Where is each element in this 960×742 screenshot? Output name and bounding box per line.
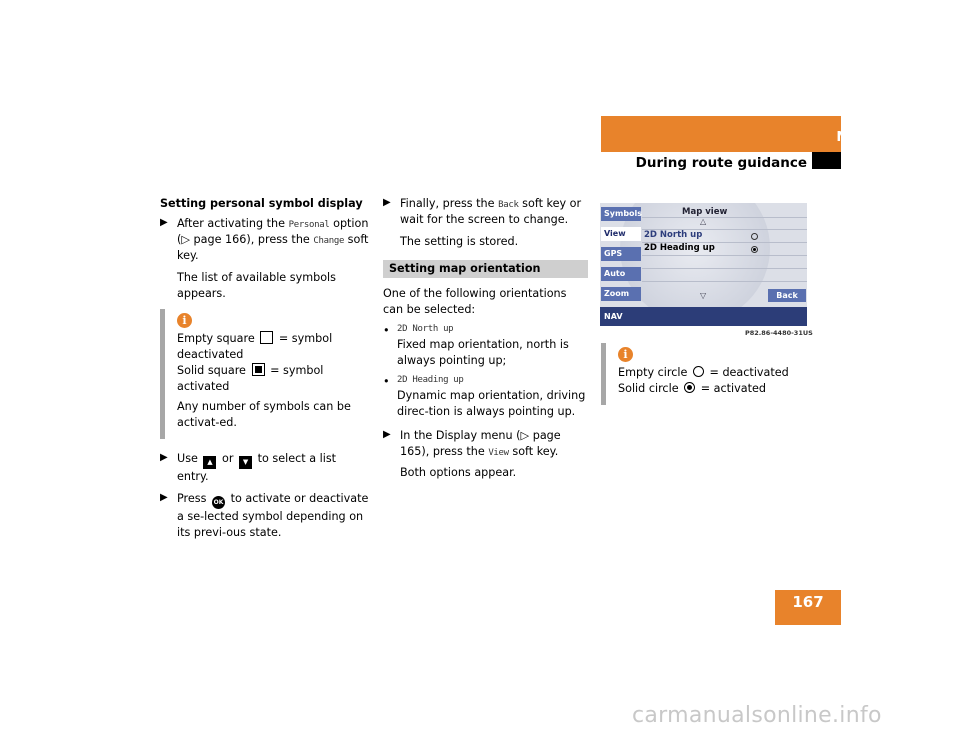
info-icon: i <box>177 313 192 328</box>
procedure-heading: Setting personal symbol display <box>160 197 363 210</box>
section-marker <box>812 152 841 169</box>
info-box-symbols: i Empty square = symbol deactivated Solid square = symbol activated Any number of symbols can be activat-ed. <box>160 309 370 438</box>
screen-button-zoom: Zoom <box>601 287 641 301</box>
page-ref-arrow-icon: ▷ <box>181 232 190 246</box>
softkey-personal: Personal <box>288 219 330 230</box>
step-result: The list of available symbols appears. <box>177 270 336 300</box>
option-north-up: • 2D North up <box>397 324 454 335</box>
map-view-screen <box>600 203 807 326</box>
screen-row-north-up: 2D North up <box>644 230 703 240</box>
radio-selected-icon <box>751 246 758 253</box>
scroll-up-icon: △ <box>700 217 707 226</box>
step-arrow-icon: ▶ <box>383 197 391 208</box>
screen-nav-bar: NAV <box>600 307 807 326</box>
column-left <box>160 196 370 547</box>
step-select-entry: ▶ Use ▲ or ▼ to select a list entry. <box>160 451 337 483</box>
section-subtitle: During route guidance <box>635 155 807 171</box>
screen-row-heading-up: 2D Heading up <box>644 243 715 253</box>
screen-button-gps: GPS <box>601 247 641 261</box>
screen-button-back: Back <box>768 289 806 302</box>
up-key-icon: ▲ <box>203 456 216 469</box>
softkey-back: Back <box>498 200 519 210</box>
screen-background <box>620 203 770 323</box>
info-note: Any number of symbols can be activat-ed. <box>177 400 351 429</box>
screen-button-view: View <box>601 227 641 241</box>
softkey-change: Change <box>313 235 345 246</box>
empty-square-icon <box>260 331 273 344</box>
softkey-view: View <box>488 447 509 458</box>
down-key-icon: ▼ <box>239 456 252 469</box>
solid-square-icon <box>252 363 265 376</box>
step-arrow-icon: ▶ <box>383 428 391 440</box>
step-activate-personal: ▶ After activating the Personal option (▷ page 166), press the Change soft key. <box>160 216 369 262</box>
info-box-circles: i Empty circle = deactivated Solid circle = activated <box>601 343 807 405</box>
screen-button-symbols: Symbols <box>601 207 641 221</box>
chapter-title: Navigation* <box>836 129 926 145</box>
bullet-north-up: • 2D North up Fixed map orientation, north is always pointing up; <box>383 323 588 369</box>
screen-button-auto: Auto <box>601 267 641 281</box>
section-intro: One of the following orientations can be selected: <box>383 286 567 316</box>
image-code: P82.86-4480-31US <box>745 329 813 337</box>
empty-circle-icon <box>693 366 704 377</box>
watermark: carmanualsonline.info <box>632 703 882 728</box>
column-right <box>601 343 807 417</box>
step-arrow-icon: ▶ <box>160 491 168 503</box>
info-icon: i <box>618 347 633 362</box>
option-heading-up: • 2D Heading up <box>397 375 464 386</box>
step-press-view: ▶ In the Display menu (▷ page 165), press the View soft key. <box>383 428 561 458</box>
section-title: Setting map orientation <box>383 260 588 278</box>
step-arrow-icon: ▶ <box>160 216 168 228</box>
header-banner <box>601 116 841 152</box>
page-number: 167 <box>792 593 824 611</box>
step-toggle-symbol: ▶ Press OK to activate or deactivate a se-lected symbol depending on its previ-ous state. <box>160 491 369 539</box>
step-result: The setting is stored. <box>400 234 519 248</box>
bullet-heading-up: • 2D Heading up Dynamic map orientation, driving direc-tion is always pointing up. <box>383 374 588 420</box>
scroll-down-icon: ▽ <box>700 291 707 300</box>
radio-empty-icon <box>751 233 758 240</box>
step-arrow-icon: ▶ <box>160 451 168 463</box>
step-press-back: ▶ Finally, press the Back soft key or wait for the screen to change. <box>383 197 582 226</box>
solid-circle-icon <box>684 382 695 393</box>
page-ref-arrow-icon: ▷ <box>520 428 530 442</box>
column-middle <box>383 196 588 487</box>
ok-key-icon: OK <box>212 496 225 509</box>
screen-title: Map view <box>682 207 728 217</box>
step-result: Both options appear. <box>400 466 517 480</box>
